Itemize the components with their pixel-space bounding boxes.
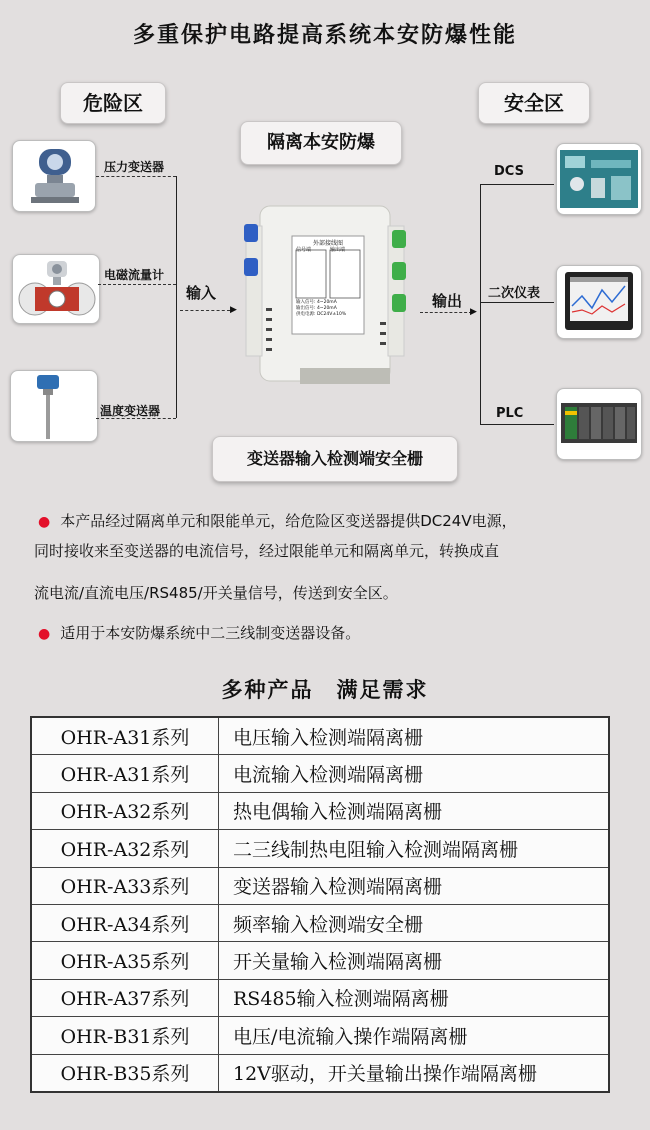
dcs-image bbox=[556, 143, 642, 215]
series-description-cell: 热电偶输入检测端隔离栅 bbox=[219, 792, 610, 829]
table-row bbox=[31, 904, 609, 941]
output-bus-line bbox=[480, 184, 481, 424]
output-label-dcs: DCS bbox=[494, 164, 524, 179]
connector-line bbox=[480, 302, 554, 303]
output-label-plc: PLC bbox=[496, 406, 524, 421]
connector-line bbox=[98, 284, 176, 285]
output-label-instrument: 二次仪表 bbox=[488, 286, 541, 301]
plc-rack-icon bbox=[557, 389, 641, 459]
electromagnetic-flowmeter-icon bbox=[13, 255, 99, 323]
product-name-label: 变送器输入检测端安全栅 bbox=[212, 436, 458, 482]
arrow-head-icon: ▶ bbox=[470, 307, 477, 317]
safe-zone-label: 安全区 bbox=[478, 82, 590, 124]
temperature-transmitter-image bbox=[10, 370, 98, 442]
wiring-col2: 输出端 bbox=[330, 247, 346, 253]
series-model-cell: OHR-A33系列 bbox=[31, 867, 219, 904]
series-model-cell: OHR-A31系列 bbox=[31, 717, 219, 755]
instrument-image bbox=[556, 265, 642, 339]
series-description-cell: 变送器输入检测端隔离栅 bbox=[219, 867, 610, 904]
connector-line bbox=[96, 176, 176, 177]
output-arrow-label: 输出 bbox=[432, 292, 463, 310]
secondary-instrument-icon bbox=[557, 266, 641, 338]
isolation-label: 隔离本安防爆 bbox=[240, 121, 402, 165]
input-label-temperature: 温度变送器 bbox=[100, 404, 161, 418]
isolation-barrier-icon bbox=[240, 196, 410, 396]
table-row bbox=[31, 942, 609, 979]
series-model-cell: OHR-B35系列 bbox=[31, 1054, 219, 1092]
series-model-cell: OHR-B31系列 bbox=[31, 1017, 219, 1054]
table-row bbox=[31, 1054, 609, 1092]
connector-line bbox=[480, 184, 554, 185]
series-description-cell: 频率输入检测端安全栅 bbox=[219, 904, 610, 941]
description-line-2: 同时接收来至变送器的电流信号，经过限能单元和隔离单元，转换成直 bbox=[34, 542, 500, 560]
input-arrow-label: 输入 bbox=[186, 284, 217, 302]
table-row bbox=[31, 830, 609, 867]
series-description-cell: 电压/电流输入操作端隔离栅 bbox=[219, 1017, 610, 1054]
series-model-cell: OHR-A32系列 bbox=[31, 792, 219, 829]
series-model-cell: OHR-A34系列 bbox=[31, 904, 219, 941]
pressure-transmitter-image bbox=[12, 140, 96, 212]
page-title: 多重保护电路提高系统本安防爆性能 bbox=[132, 23, 517, 48]
table-row bbox=[31, 717, 609, 755]
series-description-cell: 电流输入检测端隔离栅 bbox=[219, 755, 610, 792]
dcs-screen-icon bbox=[557, 144, 641, 214]
series-model-cell: OHR-A35系列 bbox=[31, 942, 219, 979]
table-row bbox=[31, 1017, 609, 1054]
series-description-cell: 开关量输入检测端隔离栅 bbox=[219, 942, 610, 979]
description-line-1: ● 本产品经过隔离单元和限能单元，给危险区变送器提供DC24V电源， bbox=[38, 512, 517, 530]
arrow-head-icon: ▶ bbox=[230, 305, 237, 315]
input-label-flowmeter: 电磁流量计 bbox=[104, 268, 165, 282]
bullet-icon: ● bbox=[38, 626, 51, 642]
series-description-cell: 电压输入检测端隔离栅 bbox=[219, 717, 610, 755]
input-arrow bbox=[180, 310, 230, 311]
table-row bbox=[31, 755, 609, 792]
series-model-cell: OHR-A37系列 bbox=[31, 979, 219, 1016]
series-model-cell: OHR-A32系列 bbox=[31, 830, 219, 867]
input-label-pressure: 压力变送器 bbox=[104, 160, 165, 174]
input-bus-line bbox=[176, 176, 177, 418]
flowmeter-image bbox=[12, 254, 100, 324]
series-description-cell: 二三线制热电阻输入检测端隔离栅 bbox=[219, 830, 610, 867]
connector-line bbox=[480, 424, 554, 425]
table-row bbox=[31, 867, 609, 904]
table-row bbox=[31, 792, 609, 829]
spec-line: 输入信号: 4~20mA bbox=[296, 300, 337, 305]
output-arrow bbox=[420, 312, 472, 313]
wiring-col1: 信号端 bbox=[296, 247, 312, 253]
series-description-cell: 12V驱动，开关量输出操作端隔离栅 bbox=[219, 1054, 610, 1092]
series-model-cell: OHR-A31系列 bbox=[31, 755, 219, 792]
wiring-panel-title: 外部接线图 bbox=[312, 240, 343, 247]
danger-zone-label: 危险区 bbox=[60, 82, 166, 124]
spec-line: 输出信号: 4~20mA bbox=[296, 306, 337, 311]
product-series-table bbox=[30, 716, 610, 1093]
temperature-transmitter-icon bbox=[11, 371, 97, 441]
bullet-icon: ● bbox=[38, 514, 51, 530]
pressure-transmitter-icon bbox=[13, 141, 95, 211]
description-line-3: 流电流/直流电压/RS485/开关量信号，传送到安全区。 bbox=[34, 584, 398, 602]
spec-line: 供电电源: DC24V±10% bbox=[296, 312, 347, 317]
connector-line bbox=[96, 418, 176, 419]
series-description-cell: RS485输入检测端隔离栅 bbox=[219, 979, 610, 1016]
product-series-heading: 多种产品 满足需求 bbox=[221, 678, 429, 702]
table-row bbox=[31, 979, 609, 1016]
isolation-barrier-device bbox=[240, 196, 410, 396]
plc-image bbox=[556, 388, 642, 460]
description-line-4: ● 适用于本安防爆系统中二三线制变送器设备。 bbox=[38, 624, 361, 642]
